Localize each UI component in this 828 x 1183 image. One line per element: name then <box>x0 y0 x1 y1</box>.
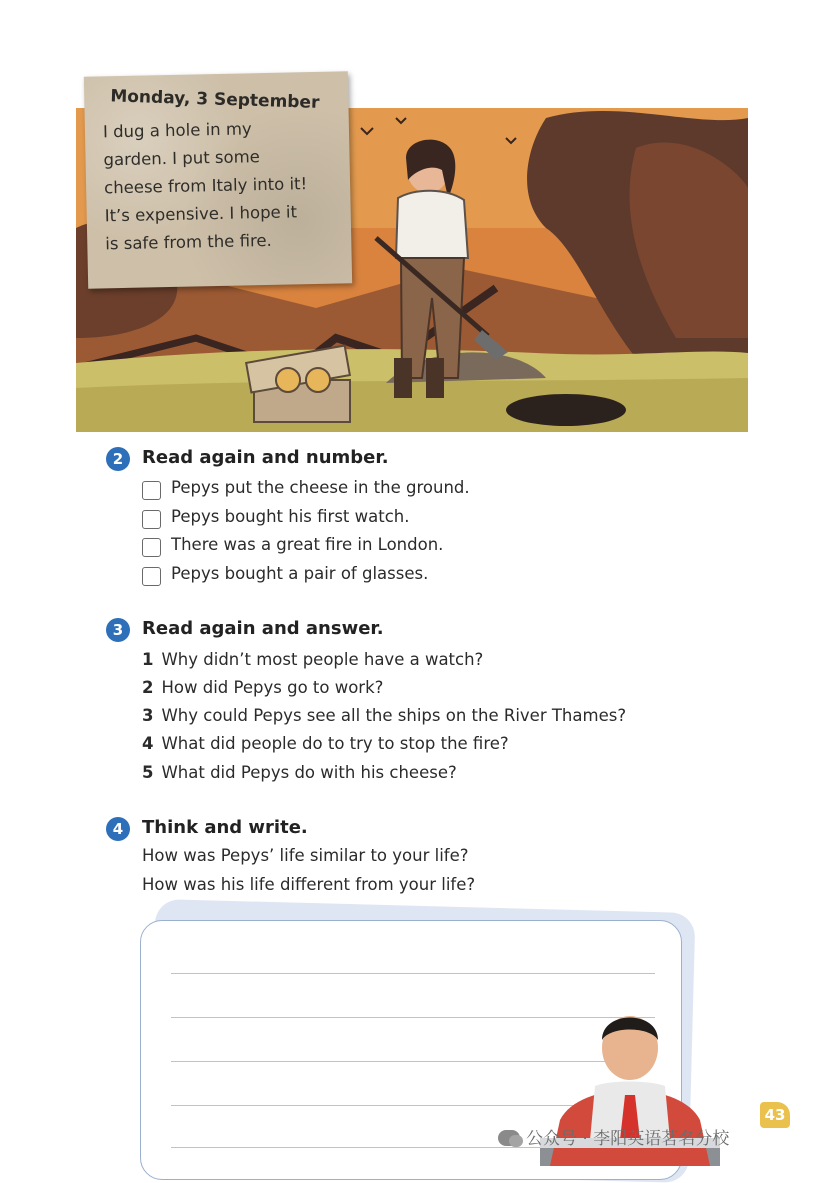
watermark <box>498 1124 729 1149</box>
order-item: Pepys put the cheese in the ground. <box>171 478 470 497</box>
order-checkbox[interactable] <box>142 481 161 500</box>
question-item <box>142 734 509 753</box>
diary-line: is safe from the fire. <box>105 230 272 254</box>
question-text: How did Pepys go to work? <box>161 678 384 697</box>
order-item: There was a great fire in London. <box>171 535 444 554</box>
order-item: Pepys bought a pair of glasses. <box>171 564 429 583</box>
diary-line: I dug a hole in my <box>102 119 252 142</box>
page-number: 43 <box>760 1102 790 1128</box>
section-2-number <box>106 447 130 471</box>
order-checkbox[interactable] <box>142 567 161 586</box>
question-text: Why didn’t most people have a watch? <box>161 650 484 669</box>
writing-prompt: How was Pepys’ life similar to your life? <box>142 846 469 865</box>
writing-line <box>171 973 655 974</box>
question-number: 1 <box>142 650 154 669</box>
diary-line: cheese from Italy into it! <box>103 174 308 198</box>
order-checkbox[interactable] <box>142 538 161 557</box>
section-4-heading: Think and write. <box>142 817 308 838</box>
question-text: What did people do to try to stop the fire? <box>161 734 509 753</box>
section-number-badge: 4 <box>106 817 130 841</box>
question-number: 4 <box>142 734 154 753</box>
writing-prompt: How was his life different from your life? <box>142 875 476 894</box>
diary-date: Monday, 3 September <box>110 86 320 113</box>
section-3-number <box>106 618 130 642</box>
wechat-icon <box>498 1130 520 1146</box>
diary-line: garden. I put some <box>103 147 261 170</box>
question-number: 2 <box>142 678 154 697</box>
section-3-heading: Read again and answer. <box>142 618 384 639</box>
watermark-text: 公众号 · 李阳英语茗名分校 <box>526 1129 730 1149</box>
question-text: Why could Pepys see all the ships on the River Thames? <box>161 706 627 725</box>
order-item: Pepys bought his first watch. <box>171 507 410 526</box>
question-number: 5 <box>142 763 154 782</box>
question-text: What did Pepys do with his cheese? <box>161 763 457 782</box>
question-item <box>142 650 483 669</box>
order-checkbox[interactable] <box>142 510 161 529</box>
question-number: 3 <box>142 706 154 725</box>
question-item <box>142 763 457 782</box>
question-item <box>142 678 383 697</box>
diary-note <box>84 71 352 288</box>
section-2-heading: Read again and number. <box>142 447 389 468</box>
section-number-badge: 2 <box>106 447 130 471</box>
diary-line: It’s expensive. I hope it <box>104 202 298 226</box>
question-item <box>142 706 626 725</box>
section-number-badge: 3 <box>106 618 130 642</box>
section-4-number <box>106 817 130 841</box>
